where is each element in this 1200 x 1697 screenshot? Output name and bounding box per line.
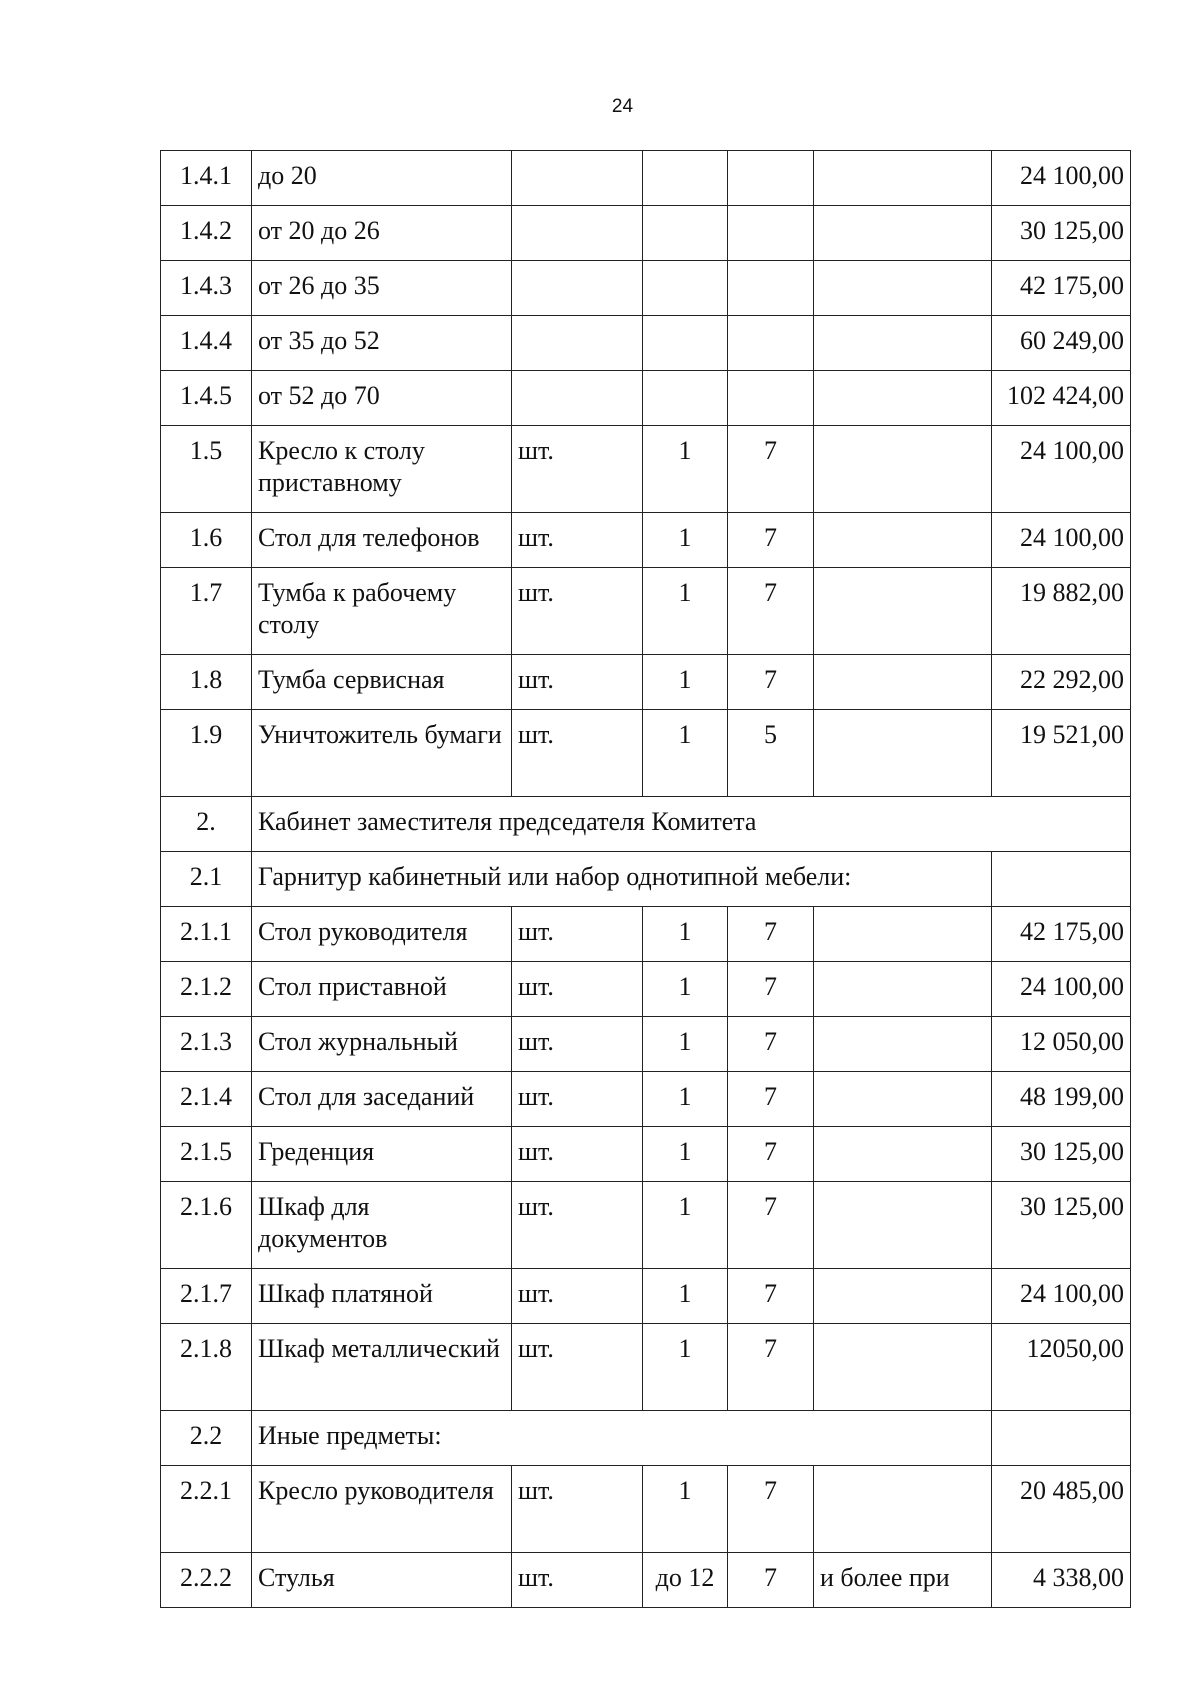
- cell-price: 102 424,00: [992, 371, 1131, 426]
- cell-number: 2.2: [161, 1411, 252, 1466]
- furniture-norms-table: [160, 150, 1131, 1608]
- cell-name: Стол для телефонов: [252, 513, 512, 568]
- cell-unit: шт.: [512, 1017, 643, 1072]
- table-row: [161, 907, 1131, 962]
- cell-note: и более при: [814, 1553, 992, 1608]
- cell-quantity: [643, 206, 728, 261]
- cell-unit: [512, 316, 643, 371]
- table-row: [161, 1553, 1131, 1608]
- cell-note: [814, 371, 992, 426]
- cell-quantity: 1: [643, 1466, 728, 1553]
- cell-number: 2.2.2: [161, 1553, 252, 1608]
- group-row: [161, 1411, 1131, 1466]
- table-row: [161, 1182, 1131, 1269]
- cell-number: 1.4.3: [161, 261, 252, 316]
- cell-quantity: 1: [643, 962, 728, 1017]
- cell-quantity: 1: [643, 1182, 728, 1269]
- cell-note: [814, 513, 992, 568]
- cell-name: Стол журнальный: [252, 1017, 512, 1072]
- cell-note: [814, 1072, 992, 1127]
- cell-quantity: 1: [643, 426, 728, 513]
- cell-name: Стол для заседаний: [252, 1072, 512, 1127]
- table-row: [161, 1017, 1131, 1072]
- cell-number: 2.1.3: [161, 1017, 252, 1072]
- cell-quantity: 1: [643, 710, 728, 797]
- cell-name: от 26 до 35: [252, 261, 512, 316]
- cell-note: [814, 1017, 992, 1072]
- table-row: [161, 962, 1131, 1017]
- cell-name: Шкаф платяной: [252, 1269, 512, 1324]
- cell-name: Уничтожитель бумаги: [252, 710, 512, 797]
- cell-name: Стулья: [252, 1553, 512, 1608]
- cell-name: Кресло к столу приставному: [252, 426, 512, 513]
- cell-quantity: 1: [643, 568, 728, 655]
- cell-unit: шт.: [512, 655, 643, 710]
- cell-quantity: 1: [643, 1269, 728, 1324]
- cell-name: Кресло руководителя: [252, 1466, 512, 1553]
- cell-number: 2.1.7: [161, 1269, 252, 1324]
- cell-quantity: [643, 151, 728, 206]
- cell-unit: [512, 261, 643, 316]
- cell-unit: [512, 371, 643, 426]
- table-row: [161, 710, 1131, 797]
- table-row: [161, 1269, 1131, 1324]
- cell-name: Стол руководителя: [252, 907, 512, 962]
- cell-term: 7: [728, 1182, 814, 1269]
- cell-quantity: [643, 371, 728, 426]
- cell-price: 12 050,00: [992, 1017, 1131, 1072]
- cell-term: 7: [728, 568, 814, 655]
- cell-note: [814, 710, 992, 797]
- cell-price: 24 100,00: [992, 426, 1131, 513]
- cell-term: 7: [728, 1017, 814, 1072]
- cell-note: [814, 1269, 992, 1324]
- cell-number: 1.7: [161, 568, 252, 655]
- cell-name: от 20 до 26: [252, 206, 512, 261]
- cell-unit: шт.: [512, 568, 643, 655]
- cell-number: 2.1.1: [161, 907, 252, 962]
- table-row: [161, 316, 1131, 371]
- cell-number: 1.9: [161, 710, 252, 797]
- table-row: [161, 568, 1131, 655]
- cell-term: 7: [728, 426, 814, 513]
- cell-quantity: 1: [643, 1072, 728, 1127]
- cell-section-title: Кабинет заместителя председателя Комитета: [252, 797, 1131, 852]
- cell-term: [728, 316, 814, 371]
- cell-unit: шт.: [512, 1553, 643, 1608]
- cell-number: 2.1.6: [161, 1182, 252, 1269]
- cell-name: от 35 до 52: [252, 316, 512, 371]
- cell-name: Греденция: [252, 1127, 512, 1182]
- cell-note: [814, 568, 992, 655]
- cell-price: 22 292,00: [992, 655, 1131, 710]
- cell-note: [814, 907, 992, 962]
- cell-number: 2.1.2: [161, 962, 252, 1017]
- cell-term: 7: [728, 1466, 814, 1553]
- cell-price: [992, 1411, 1131, 1466]
- table-row: [161, 206, 1131, 261]
- cell-unit: шт.: [512, 1466, 643, 1553]
- cell-price: 20 485,00: [992, 1466, 1131, 1553]
- cell-name: до 20: [252, 151, 512, 206]
- table-row: [161, 1324, 1131, 1411]
- cell-price: 30 125,00: [992, 206, 1131, 261]
- cell-term: [728, 151, 814, 206]
- cell-price: 12050,00: [992, 1324, 1131, 1411]
- cell-price: 19 521,00: [992, 710, 1131, 797]
- cell-quantity: до 12: [643, 1553, 728, 1608]
- cell-unit: шт.: [512, 710, 643, 797]
- table-row: [161, 371, 1131, 426]
- cell-number: 2.2.1: [161, 1466, 252, 1553]
- cell-price: [992, 852, 1131, 907]
- cell-name: Стол приставной: [252, 962, 512, 1017]
- cell-number: 1.4.2: [161, 206, 252, 261]
- cell-number: 2.1.4: [161, 1072, 252, 1127]
- cell-price: 42 175,00: [992, 261, 1131, 316]
- cell-note: [814, 655, 992, 710]
- cell-quantity: 1: [643, 907, 728, 962]
- cell-quantity: 1: [643, 1017, 728, 1072]
- cell-price: 4 338,00: [992, 1553, 1131, 1608]
- table-row: [161, 261, 1131, 316]
- cell-price: 24 100,00: [992, 151, 1131, 206]
- cell-number: 2.: [161, 797, 252, 852]
- table-row: [161, 655, 1131, 710]
- cell-quantity: [643, 316, 728, 371]
- cell-number: 1.4.5: [161, 371, 252, 426]
- cell-quantity: [643, 261, 728, 316]
- cell-price: 24 100,00: [992, 513, 1131, 568]
- cell-number: 1.5: [161, 426, 252, 513]
- cell-term: [728, 371, 814, 426]
- cell-quantity: 1: [643, 655, 728, 710]
- cell-price: 60 249,00: [992, 316, 1131, 371]
- table-row: [161, 426, 1131, 513]
- cell-number: 1.8: [161, 655, 252, 710]
- cell-note: [814, 426, 992, 513]
- cell-price: 42 175,00: [992, 907, 1131, 962]
- cell-number: 1.6: [161, 513, 252, 568]
- cell-number: 1.4.1: [161, 151, 252, 206]
- cell-group-title: Гарнитур кабинетный или набор однотипной мебели:: [252, 852, 992, 907]
- cell-unit: шт.: [512, 962, 643, 1017]
- cell-unit: шт.: [512, 1072, 643, 1127]
- cell-note: [814, 206, 992, 261]
- table-row: [161, 1072, 1131, 1127]
- cell-name: от 52 до 70: [252, 371, 512, 426]
- cell-unit: шт.: [512, 1127, 643, 1182]
- table-row: [161, 513, 1131, 568]
- cell-term: 7: [728, 655, 814, 710]
- cell-unit: [512, 206, 643, 261]
- cell-quantity: 1: [643, 1127, 728, 1182]
- cell-note: [814, 962, 992, 1017]
- cell-term: [728, 261, 814, 316]
- cell-unit: [512, 151, 643, 206]
- cell-term: 7: [728, 1324, 814, 1411]
- cell-unit: шт.: [512, 1324, 643, 1411]
- cell-price: 30 125,00: [992, 1182, 1131, 1269]
- cell-unit: шт.: [512, 1269, 643, 1324]
- section-row: [161, 797, 1131, 852]
- cell-quantity: 1: [643, 1324, 728, 1411]
- cell-unit: шт.: [512, 907, 643, 962]
- cell-unit: шт.: [512, 426, 643, 513]
- cell-price: 19 882,00: [992, 568, 1131, 655]
- cell-quantity: 1: [643, 513, 728, 568]
- cell-name: Шкаф металлический: [252, 1324, 512, 1411]
- cell-group-title: Иные предметы:: [252, 1411, 992, 1466]
- cell-term: 7: [728, 1072, 814, 1127]
- table-row: [161, 1466, 1131, 1553]
- cell-name: Шкаф для документов: [252, 1182, 512, 1269]
- table-row: [161, 1127, 1131, 1182]
- cell-term: 7: [728, 962, 814, 1017]
- page-number: 24: [611, 96, 634, 117]
- cell-note: [814, 1127, 992, 1182]
- cell-note: [814, 261, 992, 316]
- cell-price: 30 125,00: [992, 1127, 1131, 1182]
- cell-note: [814, 151, 992, 206]
- cell-note: [814, 316, 992, 371]
- cell-unit: шт.: [512, 1182, 643, 1269]
- cell-price: 24 100,00: [992, 1269, 1131, 1324]
- cell-number: 2.1.8: [161, 1324, 252, 1411]
- cell-unit: шт.: [512, 513, 643, 568]
- group-row: [161, 852, 1131, 907]
- cell-term: 7: [728, 1553, 814, 1608]
- cell-term: 7: [728, 1127, 814, 1182]
- cell-term: 7: [728, 513, 814, 568]
- cell-price: 24 100,00: [992, 962, 1131, 1017]
- cell-term: 7: [728, 1269, 814, 1324]
- cell-name: Тумба к рабочему столу: [252, 568, 512, 655]
- table-row: [161, 151, 1131, 206]
- cell-number: 2.1.5: [161, 1127, 252, 1182]
- cell-number: 1.4.4: [161, 316, 252, 371]
- cell-term: 7: [728, 907, 814, 962]
- cell-note: [814, 1182, 992, 1269]
- cell-price: 48 199,00: [992, 1072, 1131, 1127]
- cell-name: Тумба сервисная: [252, 655, 512, 710]
- cell-term: [728, 206, 814, 261]
- cell-note: [814, 1324, 992, 1411]
- cell-number: 2.1: [161, 852, 252, 907]
- cell-term: 5: [728, 710, 814, 797]
- cell-note: [814, 1466, 992, 1553]
